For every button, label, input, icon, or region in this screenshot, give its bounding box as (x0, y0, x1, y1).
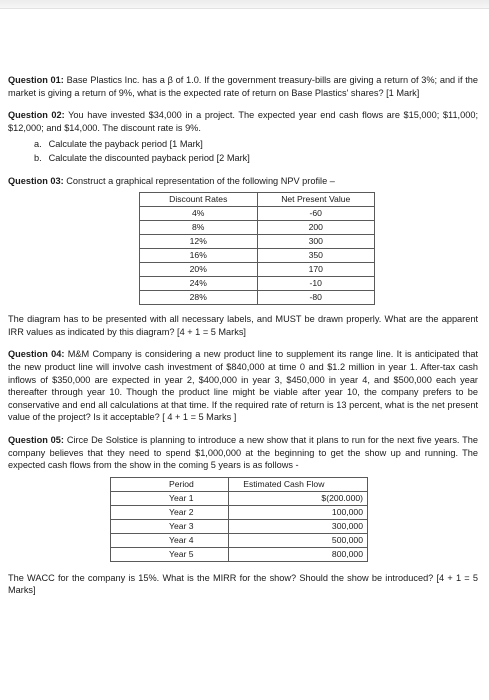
question-5-label: Question 05: (8, 434, 64, 445)
table-cell: -80 (257, 291, 375, 305)
table-cell: 500,000 (229, 533, 368, 547)
table-cell: 24% (140, 277, 258, 291)
npv-profile-table (139, 192, 375, 305)
table-cell: 100,000 (229, 505, 368, 519)
cash-flow-table (110, 477, 368, 562)
table-row (140, 207, 375, 221)
table-cell: 350 (257, 249, 375, 263)
table-row (111, 519, 368, 533)
subpart-a (34, 138, 478, 151)
question-1 (8, 74, 478, 99)
question-4-text: M&M Company is considering a new product line to supplement its range line. It is anticipated that the new product line will involve cash investment of $840,000 at time 0 and $1.2 million in year 1. After-tax cash inflows of $350,000 are expected in year 2, $400,000 in year 3, $450,000 in year 4, and $500,000 each year thereafter through year 10. Though the product line might be viable after year 10, the company prefers to be conservative and end all calculations at that time. If the required rate of return is 13 percent, what is the net present value of the project? Is it acceptable? [ 4 + 1 = 5 Marks ] (8, 349, 478, 423)
table-cell: Year 5 (111, 547, 229, 561)
column-header: Net Present Value (257, 193, 375, 207)
question-2-subparts (8, 138, 478, 164)
table-header-row (111, 477, 368, 491)
table-row (111, 533, 368, 547)
table-cell: Year 1 (111, 491, 229, 505)
table-row (140, 277, 375, 291)
table-cell: Year 4 (111, 533, 229, 547)
table-header-row (140, 193, 375, 207)
question-2-text: You have invested $34,000 in a project. The expected year end cash flows are $15,000; $11,000; $12,000; and $14,000. The discount rate is 9%. (8, 110, 478, 133)
table-cell: 170 (257, 263, 375, 277)
table-cell: Year 3 (111, 519, 229, 533)
table-row (140, 291, 375, 305)
table-row (111, 547, 368, 561)
table-row (140, 235, 375, 249)
subpart-marker: b. (34, 152, 42, 163)
question-4 (8, 348, 478, 424)
table-cell: 200 (257, 221, 375, 235)
table-cell: 300 (257, 235, 375, 249)
assignment-document (8, 74, 478, 597)
table-row (111, 491, 368, 505)
table-cell: -60 (257, 207, 375, 221)
column-header: Discount Rates (140, 193, 258, 207)
table-cell: 8% (140, 221, 258, 235)
table-cell: 300,000 (229, 519, 368, 533)
question-3-label: Question 03: (8, 175, 64, 186)
table-row (140, 221, 375, 235)
question-2-label: Question 02: (8, 110, 65, 121)
table-cell: 28% (140, 291, 258, 305)
question-2 (8, 109, 478, 134)
subpart-marker: a. (34, 139, 42, 150)
question-5 (8, 434, 478, 472)
table-row (111, 505, 368, 519)
question-3 (8, 175, 478, 188)
table-row (140, 249, 375, 263)
table-cell: 16% (140, 249, 258, 263)
column-header: Period (111, 477, 229, 491)
column-header: Estimated Cash Flow (229, 477, 368, 491)
window-top-bar (0, 0, 489, 9)
table-cell: 20% (140, 263, 258, 277)
subpart-b (34, 152, 478, 165)
question-1-text: Base Plastics Inc. has a β of 1.0. If the government treasury-bills are giving a return of 3%; and if the market is giving a return of 9%, what is the expected rate of return on Base Plastics' shares? [1 Mark] (8, 75, 479, 98)
question-1-label: Question 01: (8, 75, 64, 85)
subpart-text: Calculate the payback period [1 Mark] (48, 139, 203, 150)
question-4-label: Question 04: (8, 349, 65, 360)
question-3-text: Construct a graphical representation of the following NPV profile – (66, 175, 335, 186)
question-5-instructions: The WACC for the company is 15%. What is the MIRR for the show? Should the show be introduced? [4 + 1 = 5 Marks] (8, 572, 478, 596)
table-cell: 800,000 (229, 547, 368, 561)
table-cell: $(200.000) (229, 491, 368, 505)
table-cell: -10 (257, 277, 375, 291)
subpart-text: Calculate the discounted payback period [2 Mark] (48, 152, 250, 163)
table-cell: Year 2 (111, 505, 229, 519)
table-cell: 12% (140, 235, 258, 249)
table-row (140, 263, 375, 277)
question-5-text: Circe De Solstice is planning to introduce a new show that it plans to run for the next five years. The company believes that they need to spend $1,000,000 at the beginning to get the show up and running. The expected cash flows from the show in the coming 5 years is as follows - (8, 434, 478, 471)
table-cell: 4% (140, 207, 258, 221)
question-3-instructions: The diagram has to be presented with all necessary labels, and MUST be drawn properly. What are the apparent IRR values as indicated by this diagram? [4 + 1 = 5 Marks] (8, 314, 478, 337)
